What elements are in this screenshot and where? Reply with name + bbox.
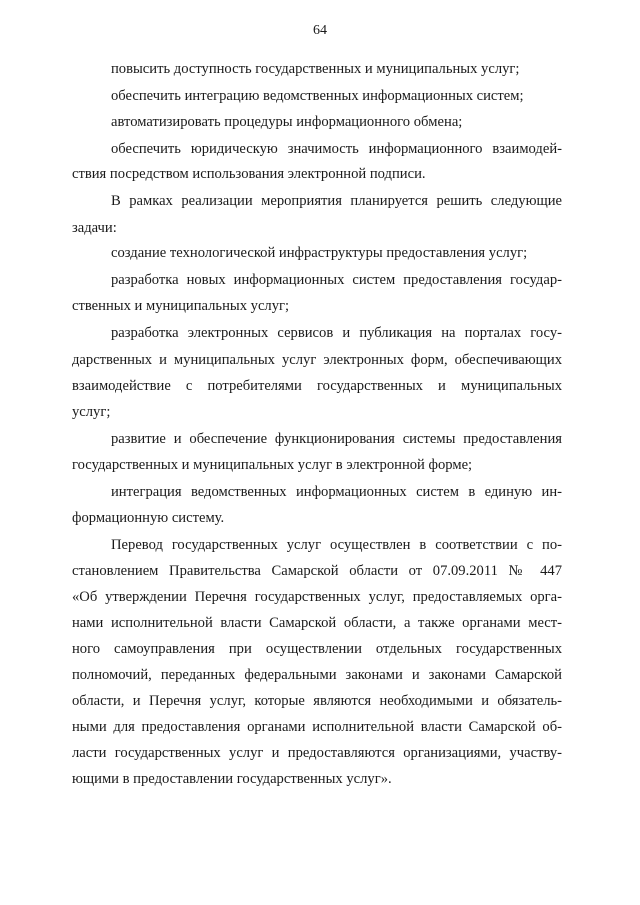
text-line: обеспечить интеграцию ведомственных информационных систем;: [111, 88, 524, 104]
text-line: создание технологической инфраструктуры предоставления услуг;: [111, 245, 528, 261]
text-line: ного самоуправления при осуществлении отдельных государственных: [72, 641, 562, 657]
text-line: ющими в предоставлении государственных услуг».: [72, 771, 392, 787]
text-line: Перевод государственных услуг осуществлен в соответствии с по-: [111, 537, 562, 553]
text-line: обеспечить юридическую значимость информационного взаимодей-: [111, 141, 562, 157]
text-line: разработка электронных сервисов и публикация на порталах госу-: [111, 325, 562, 341]
text-line: задачи:: [72, 220, 117, 236]
text-line: нами исполнительной власти Самарской области, а также органами мест-: [72, 615, 562, 631]
text-line: ными для предоставления органами исполнительной власти Самарской об-: [72, 719, 562, 735]
text-line: услуг;: [72, 404, 111, 420]
text-line: области, и Перечня услуг, которые являются необходимыми и обязатель-: [72, 693, 562, 709]
text-line: В рамках реализации мероприятия планируется решить следующие: [111, 193, 562, 209]
text-line: взаимодействие с потребителями государственных и муниципальных: [72, 378, 562, 394]
text-line: «Об утверждении Перечня государственных услуг, предоставляемых орга-: [72, 589, 562, 605]
text-line: полномочий, переданных федеральными законами и законами Самарской: [72, 667, 562, 683]
page-number: 64: [313, 23, 327, 38]
text-line: формационную систему.: [72, 510, 225, 526]
text-line: интеграция ведомственных информационных систем в единую ин-: [111, 484, 562, 500]
text-line: разработка новых информационных систем предоставления государ-: [111, 272, 562, 288]
text-line: дарственных и муниципальных услуг электронных форм, обеспечивающих: [72, 352, 562, 368]
text-line: ласти государственных услуг и предоставляются организациями, участву-: [72, 745, 562, 761]
text-line: развитие и обеспечение функционирования системы предоставления: [111, 431, 562, 447]
text-line: повысить доступность государственных и муниципальных услуг;: [111, 61, 520, 77]
text-line: государственных и муниципальных услуг в электронной форме;: [72, 457, 473, 473]
text-line: автоматизировать процедуры информационного обмена;: [111, 114, 463, 130]
text-line: ственных и муниципальных услуг;: [72, 298, 290, 314]
text-line: становлением Правительства Самарской области от 07.09.2011 № 447: [72, 563, 562, 579]
text-line: ствия посредством использования электронной подписи.: [72, 166, 426, 182]
